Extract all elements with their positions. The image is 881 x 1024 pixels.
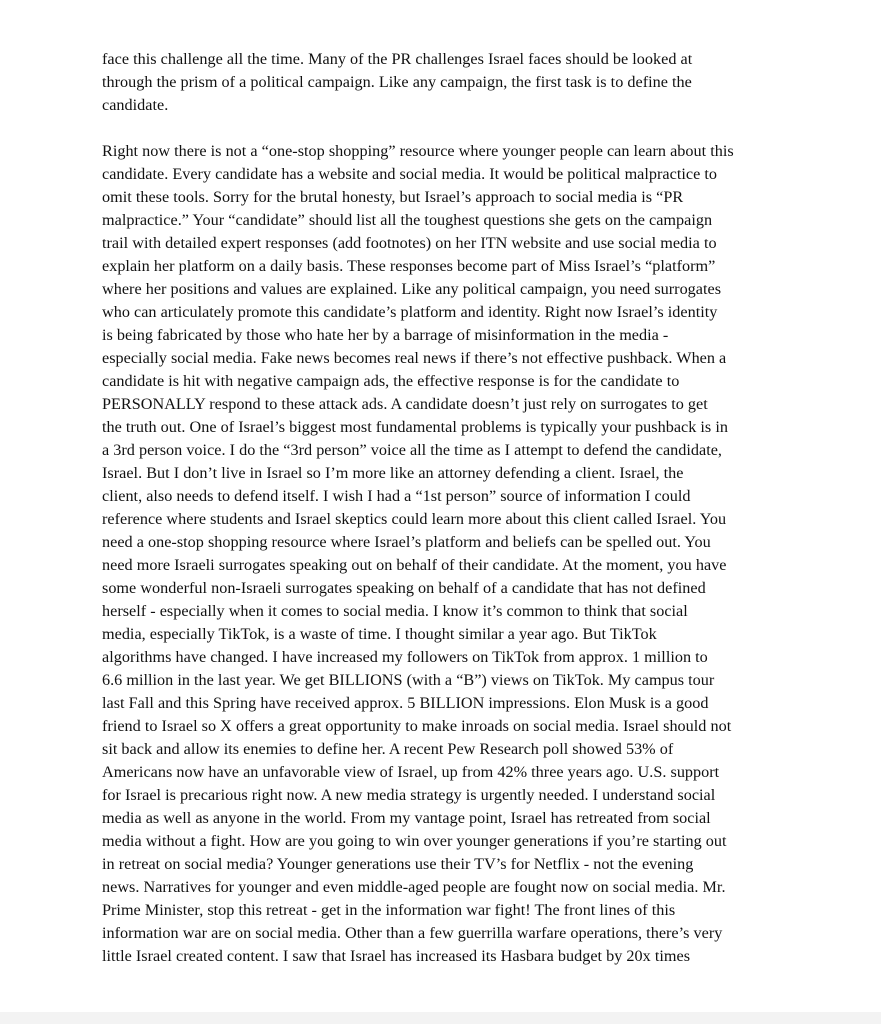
text-line: who can articulately promote this candidate’s platform and identity. Right now Israel’s identity bbox=[102, 303, 718, 321]
text-line: Americans now have an unfavorable view of Israel, up from 42% three years ago. U.S. support bbox=[102, 763, 720, 781]
text-line: especially social media. Fake news becomes real news if there’s not effective pushback. When a bbox=[102, 349, 727, 367]
text-line: little Israel created content. I saw that Israel has increased its Hasbara budget by 20x times bbox=[102, 947, 691, 965]
text-line: friend to Israel so X offers a great opportunity to make inroads on social media. Israel should not bbox=[102, 717, 732, 735]
text-line: sit back and allow its enemies to define her. A recent Pew Research poll showed 53% of bbox=[102, 740, 674, 758]
text-line: PERSONALLY respond to these attack ads. A candidate doesn’t just rely on surrogates to get bbox=[102, 395, 708, 413]
text-line: Israel. But I don’t live in Israel so I’m more like an attorney defending a client. Israel, the bbox=[102, 464, 684, 482]
text-line: last Fall and this Spring have received approx. 5 BILLION impressions. Elon Musk is a good bbox=[102, 694, 709, 712]
text-line: reference where students and Israel skeptics could learn more about this client called Israel. You bbox=[102, 510, 727, 528]
text-line: malpractice.” Your “candidate” should list all the toughest questions she gets on the campaign bbox=[102, 211, 713, 229]
text-line: omit these tools. Sorry for the brutal honesty, but Israel’s approach to social media is “PR bbox=[102, 188, 684, 206]
text-line: Prime Minister, stop this retreat - get in the information war fight! The front lines of this bbox=[102, 901, 676, 919]
text-line: explain her platform on a daily basis. These responses become part of Miss Israel’s “platform” bbox=[102, 257, 716, 275]
text-line: news. Narratives for younger and even middle-aged people are fought now on social media. Mr. bbox=[102, 878, 726, 896]
text-line: herself - especially when it comes to social media. I know it’s common to think that social bbox=[102, 602, 688, 620]
paragraph-1 bbox=[102, 48, 802, 117]
text-line: need a one-stop shopping resource where Israel’s platform and beliefs can be spelled out. You bbox=[102, 533, 711, 551]
text-line: where her positions and values are explained. Like any political campaign, you need surrogates bbox=[102, 280, 722, 298]
text-line: candidate. Every candidate has a website and social media. It would be political malpractice to bbox=[102, 165, 717, 183]
text-line: 6.6 million in the last year. We get BILLIONS (with a “B”) views on TikTok. My campus tour bbox=[102, 671, 715, 689]
text-line: information war are on social media. Other than a few guerrilla warfare operations, there’s very bbox=[102, 924, 723, 942]
text-line: media as well as anyone in the world. From my vantage point, Israel has retreated from social bbox=[102, 809, 711, 827]
paragraph-2 bbox=[102, 140, 802, 968]
text-line: for Israel is precarious right now. A new media strategy is urgently needed. I understand social bbox=[102, 786, 716, 804]
text-line: client, also needs to defend itself. I wish I had a “1st person” source of information I could bbox=[102, 487, 691, 505]
text-line: media without a fight. How are you going to win over younger generations if you’re starting out bbox=[102, 832, 727, 850]
text-line: Right now there is not a “one-stop shopping” resource where younger people can learn about this bbox=[102, 142, 734, 160]
text-line: candidate is hit with negative campaign ads, the effective response is for the candidate to bbox=[102, 372, 680, 390]
page-bottom-edge bbox=[0, 1012, 881, 1024]
text-line: through the prism of a political campaign. Like any campaign, the first task is to define the bbox=[102, 73, 692, 91]
text-line: some wonderful non-Israeli surrogates speaking on behalf of a candidate that has not defined bbox=[102, 579, 706, 597]
text-line: is being fabricated by those who hate her by a barrage of misinformation in the media - bbox=[102, 326, 669, 344]
text-line: a 3rd person voice. I do the “3rd person” voice all the time as I attempt to defend the candidate, bbox=[102, 441, 723, 459]
text-line: candidate. bbox=[102, 96, 169, 114]
text-line: face this challenge all the time. Many of the PR challenges Israel faces should be looked at bbox=[102, 50, 693, 68]
text-line: in retreat on social media? Younger generations use their TV’s for Netflix - not the evening bbox=[102, 855, 694, 873]
text-line: the truth out. One of Israel’s biggest most fundamental problems is typically your pushback is in bbox=[102, 418, 728, 436]
text-line: algorithms have changed. I have increased my followers on TikTok from approx. 1 million to bbox=[102, 648, 708, 666]
text-line: trail with detailed expert responses (add footnotes) on her ITN website and use social media to bbox=[102, 234, 717, 252]
text-line: media, especially TikTok, is a waste of time. I thought similar a year ago. But TikTok bbox=[102, 625, 657, 643]
text-line: need more Israeli surrogates speaking out on behalf of their candidate. At the moment, you have bbox=[102, 556, 727, 574]
